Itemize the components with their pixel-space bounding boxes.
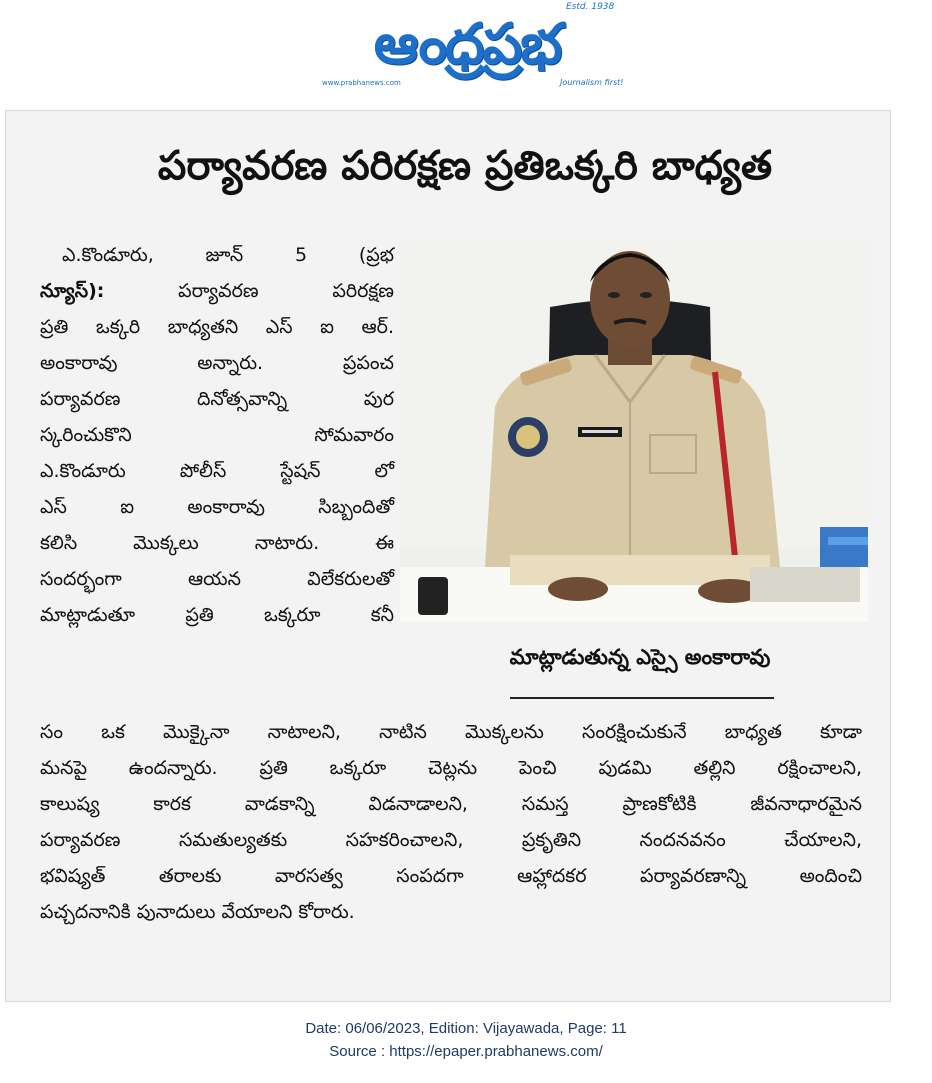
- established-note: Estd. 1938: [566, 2, 615, 12]
- column-line-6: ఎస్ ఐ అంకారావు సిబ్బందితో: [40, 496, 394, 518]
- source-info: Source : https://epaper.prabhanews.com/: [329, 1043, 603, 1060]
- column-text: పర్యావరణ పరిరక్షణ: [178, 280, 394, 302]
- tagline: Journalism first!: [560, 78, 624, 87]
- article-photo: [400, 237, 868, 622]
- column-line-1: ప్రతి ఒక్కరి బాధ్యతని ఎస్ ఐ ఆర్.: [40, 316, 394, 338]
- dateline: ఎ.కొండూరు, జూన్ 5 (ప్రభ: [62, 244, 394, 266]
- body-line-4: భవిష్యత్ తరాలకు వారసత్వ సంపదగా ఆహ్లాదకర పర్యావరణాన్ని అందించి: [40, 865, 862, 887]
- website-label: www.prabhanews.com: [322, 79, 401, 87]
- column-line-5: ఎ.కొండూరు పోలీస్ స్టేషన్ లో: [40, 460, 394, 482]
- column-line-4: స్కరించుకొని సోమవారం: [40, 424, 394, 446]
- column-line-2: అంకారావు అన్నారు. ప్రపంచ: [40, 352, 394, 374]
- column-line-7: కలిసి మొక్కలు నాటారు. ఈ: [40, 532, 394, 554]
- caption-underline: [510, 697, 774, 699]
- body-line-0: సం ఒక మొక్కైనా నాటాలని, నాటిన మొక్కలను సంరక్షించుకునే బాధ్యత కూడా: [40, 721, 862, 743]
- body-line-3: పర్యావరణ సమతుల్యతకు సహకరించాలని, ప్రకృతిని నందనవనం చేయాలని,: [40, 829, 862, 851]
- photo-caption: మాట్లాడుతున్న ఎస్సై అంకారావు: [509, 645, 771, 669]
- column-line-3: పర్యావరణ దినోత్సవాన్ని పుర: [40, 388, 394, 410]
- column-line-9: మాట్లాడుతూ ప్రతి ఒక్కరూ కనీ: [40, 604, 394, 626]
- body-line-2: కాలుష్య కారక వాడకాన్ని విడనాడాలని, సమస్త ప్రాణకోటికి జీవనాధారమైన: [40, 793, 862, 815]
- masthead: [0, 0, 932, 108]
- police-officer-photo: [400, 237, 868, 622]
- article-headline: పర్యావరణ పరిరక్షణ ప్రతిఒక్కరి బాధ్యత: [157, 143, 773, 189]
- newspaper-logo: ఆంధ్రప్రభ: [373, 12, 561, 77]
- column-line-0: [40, 273, 394, 309]
- body-line-5: పచ్చదనానికి పునాదులు వేయాలని కోరారు.: [40, 901, 355, 923]
- body-line-1: మనపై ఉందన్నారు. ప్రతి ఒక్కరూ చెట్లను పెంచి పుడమి తల్లిని రక్షించాలని,: [40, 757, 862, 779]
- source-tag: న్యూస్):: [40, 280, 105, 302]
- edition-info: Date: 06/06/2023, Edition: Vijayawada, Page: 11: [305, 1020, 627, 1037]
- column-line-8: సందర్భంగా ఆయన విలేకరులతో: [40, 568, 394, 590]
